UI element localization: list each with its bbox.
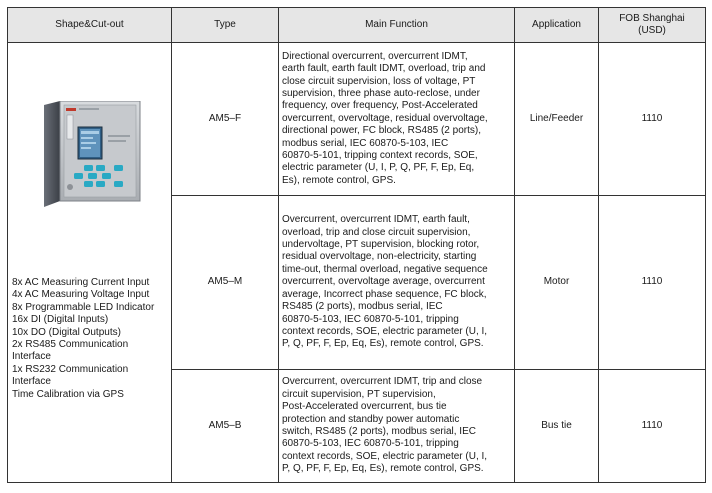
function-line: RS485 (2 ports), modbus serial, IEC (282, 301, 443, 313)
header-function: Main Function (279, 8, 515, 43)
feature-item: 1x RS232 Communication (12, 363, 129, 375)
function-line: undervoltage, PT supervision, blocking rotor, (282, 239, 480, 251)
function-line: overcurrent, overvoltage, residual overvoltage, (282, 112, 488, 124)
function-line: 60870-5-101, tripping context records, SOE, (282, 150, 478, 162)
function-line: 60870-5-103, IEC 60870-5-101, tripping (282, 313, 459, 325)
function-line: supervision, three phase auto-reclose, under (282, 87, 480, 99)
header-application: Application (515, 8, 599, 43)
function-line: Es), remote control, GPS. (282, 174, 396, 186)
feature-item: 4x AC Measuring Voltage Input (12, 289, 150, 301)
function-line: modbus serial, IEC 60870-5-103, IEC (282, 137, 449, 149)
function-line: P, Q, PF, F, Ep, Eq, Es), remote control, GPS. (282, 338, 484, 350)
feature-item: Interface (12, 351, 51, 363)
function-cell (279, 43, 515, 196)
header-type: Type (172, 8, 279, 43)
price-cell: 1110 (599, 196, 706, 370)
header-row (8, 8, 706, 43)
header-fob-line1: FOB Shanghai (619, 12, 685, 24)
feature-item: Interface (12, 376, 51, 388)
type-cell: AM5–M (172, 196, 279, 370)
relay-device-image (38, 101, 142, 207)
function-line: electric parameter (U, I, P, Q, PF, F, Ep, Eq, (282, 162, 475, 174)
function-line: switch, RS485 (2 ports), modbus serial, IEC (282, 426, 476, 437)
function-line: close circuit supervision, loss of voltage, PT (282, 75, 476, 87)
function-line: overcurrent, overvoltage average, overcurrent (282, 276, 485, 288)
function-line: directional power, FC block, RS485 (2 ports), (282, 125, 481, 137)
product-table (7, 7, 706, 483)
function-cell (279, 370, 515, 483)
application-cell: Motor (515, 196, 599, 370)
function-line: earth fault, earth fault IDMT, overload, trip and (282, 63, 486, 75)
function-line: average, Incorrect phase sequence, FC block, (282, 288, 487, 300)
function-line: protection and standby power automatic (282, 413, 460, 425)
function-line: Overcurrent, overcurrent IDMT, earth fault, (282, 214, 470, 226)
type-cell: AM5–B (172, 370, 279, 483)
function-line: context records, SOE, electric parameter (U, I, (282, 325, 488, 337)
function-line: frequency, over frequency, Post-Accelerated (282, 100, 478, 112)
function-line: P, Q, PF, F, Ep, Eq, Es), remote control, GPS. (282, 463, 484, 475)
application-cell: Bus tie (515, 370, 599, 483)
price-cell: 1110 (599, 43, 706, 196)
application-cell: Line/Feeder (515, 43, 599, 196)
function-line: Directional overcurrent, overcurrent IDMT, (282, 50, 468, 62)
feature-item: 2x RS485 Communication (12, 339, 129, 351)
function-line: 60870-5-103, IEC 60870-5-101, tripping (282, 438, 459, 450)
function-line: time-out, thermal overload, negative sequence (282, 263, 488, 275)
shape-cell (8, 43, 172, 483)
function-line: residual overvoltage, non-electricity, starting (282, 251, 477, 263)
header-fob (599, 8, 706, 43)
feature-item: 10x DO (Digital Outputs) (12, 326, 121, 338)
price-cell: 1110 (599, 370, 706, 483)
function-cell (279, 196, 515, 370)
function-line: context records, SOE, electric parameter (U, I, (282, 450, 488, 462)
feature-item: 8x AC Measuring Current Input (12, 277, 150, 288)
feature-item: 16x DI (Digital Inputs) (12, 314, 109, 326)
table-row (8, 43, 706, 196)
header-fob-line2: (USD) (638, 25, 666, 36)
function-line: Overcurrent, overcurrent IDMT, trip and close (282, 376, 483, 388)
function-line: overload, trip and close circuit supervision, (282, 226, 471, 238)
type-cell: AM5–F (172, 43, 279, 196)
function-line: circuit supervision, PT supervision, (282, 388, 436, 400)
function-line: Post-Accelerated overcurrent, bus tie (282, 401, 447, 413)
header-shape: Shape&Cut-out (8, 8, 172, 43)
feature-list (12, 277, 154, 401)
feature-item: 8x Programmable LED Indicator (12, 301, 155, 313)
feature-item: Time Calibration via GPS (12, 388, 124, 400)
